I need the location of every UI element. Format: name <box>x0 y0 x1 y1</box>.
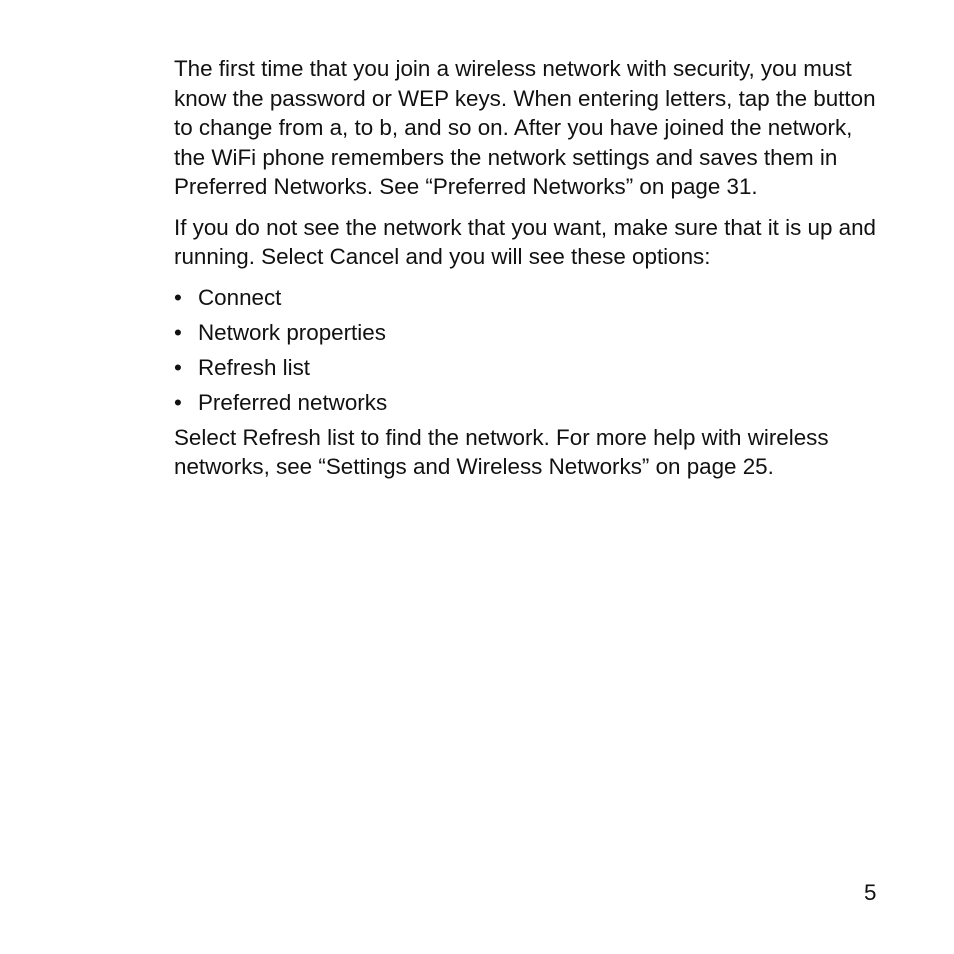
bullet-icon: • <box>174 354 182 380</box>
option-label: Network properties <box>198 319 386 345</box>
network-not-found-paragraph: If you do not see the network that you want, make sure that it is up and running. Select Cancel and you will see these options: <box>174 214 876 269</box>
option-label: Refresh list <box>198 354 310 380</box>
list-item-refresh-list <box>174 353 884 383</box>
page-body <box>174 54 884 482</box>
option-label: Preferred networks <box>198 389 388 415</box>
options-list <box>174 283 884 418</box>
list-item-connect <box>174 283 884 313</box>
list-item-network-properties <box>174 318 884 348</box>
closing-paragraph: Select Refresh list to find the network. For more help with wireless networks, see “Settings and Wireless Networks” on page 25. <box>174 424 829 479</box>
list-item-preferred-networks <box>174 388 884 418</box>
bullet-icon: • <box>174 389 182 415</box>
intro-paragraph: The first time that you join a wireless network with security, you must know the password or WEP keys. When entering letters, tap the button to change from a, to b, and so on. After you have joined the network, the WiFi phone remembers the network settings and saves them in Preferred Networks. See “Preferred Networks” on page 31. <box>174 56 876 199</box>
option-label: Connect <box>198 284 282 310</box>
bullet-icon: • <box>174 319 182 345</box>
bullet-icon: • <box>174 284 182 310</box>
page-number: 5 <box>864 880 877 905</box>
